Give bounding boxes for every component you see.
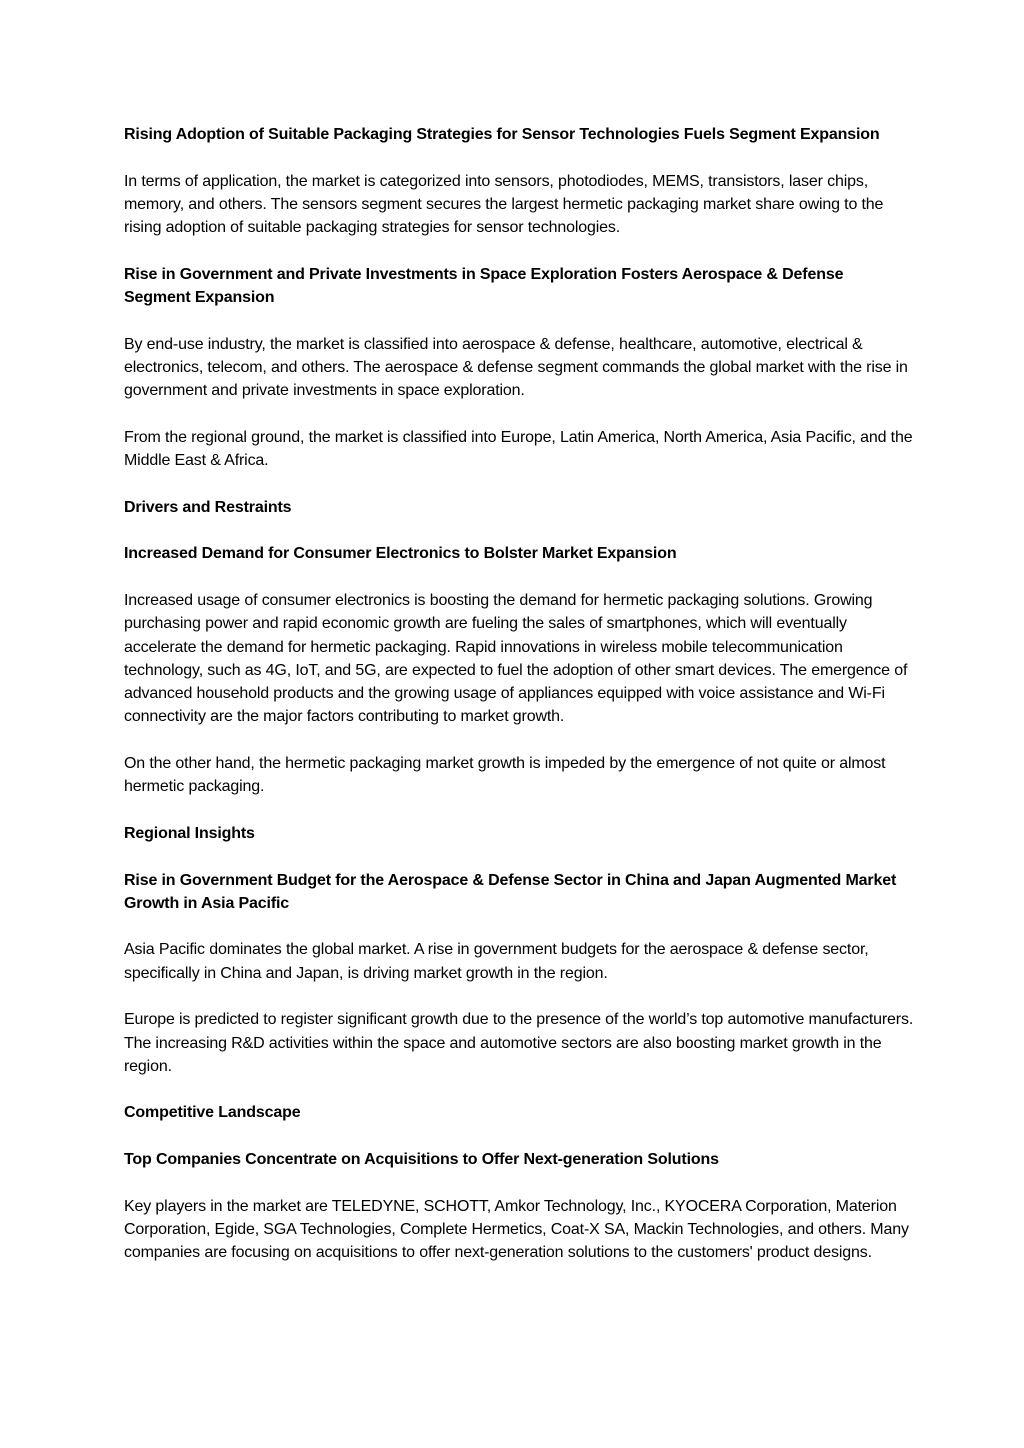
paragraph-regional-classification: From the regional ground, the market is classified into Europe, Latin America, North America, Asia Pacific, and the Middle East & Africa. <box>124 428 913 470</box>
section-heading-regional-insights: Regional Insights <box>124 824 255 842</box>
section-heading-acquisitions: Top Companies Concentrate on Acquisitions to Offer Next-generation Solutions <box>124 1151 719 1169</box>
section-heading-asia-pacific: Rise in Government Budget for the Aerospace & Defense Sector in China and Japan Augmented Market Growth in Asia Pacific <box>124 871 897 912</box>
section-heading-competitive-landscape: Competitive Landscape <box>124 1104 301 1122</box>
paragraph-end-use-industry: By end-use industry, the market is classified into aerospace & defense, healthcare, automotive, electrical & electronics, telecom, and others. The aerospace & defense segment commands the global market with the rise in government and private investments in space exploration. <box>124 335 908 400</box>
paragraph-europe: Europe is predicted to register significant growth due to the presence of the world’s top automotive manufacturers. The increasing R&D activities within the space and automotive sectors are also boosting market growth in the region. <box>124 1011 914 1075</box>
document-page <box>124 123 914 1288</box>
paragraph-restraints: On the other hand, the hermetic packaging market growth is impeded by the emergence of not quite or almost hermetic packaging. <box>124 755 886 796</box>
paragraph-consumer-electronics: Increased usage of consumer electronics is boosting the demand for hermetic packaging solutions. Growing purchasing power and rapid economic growth are fueling the sales of smartphones, which will eventually accelerate the demand for hermetic packaging. Rapid innovations in wireless mobile telecommunication technology, such as 4G, IoT, and 5G, are expected to fuel the adoption of other smart devices. The emergence of advanced household products and the growing usage of appliances equipped with voice assistance and Wi-Fi connectivity are the major factors contributing to market growth. <box>124 591 908 726</box>
section-heading-consumer-electronics: Increased Demand for Consumer Electronics to Bolster Market Expansion <box>124 545 677 563</box>
paragraph-application-segments: In terms of application, the market is categorized into sensors, photodiodes, MEMS, transistors, laser chips, memory, and others. The sensors segment secures the largest hermetic packaging market share owing to the rising adoption of suitable packaging strategies for sensor technologies. <box>124 172 884 237</box>
paragraph-asia-pacific: Asia Pacific dominates the global market. A rise in government budgets for the aerospace & defense sector, specifically in China and Japan, is driving market growth in the region. <box>124 941 869 982</box>
section-heading-drivers-restraints: Drivers and Restraints <box>124 498 292 516</box>
paragraph-key-players: Key players in the market are TELEDYNE, SCHOTT, Amkor Technology, Inc., KYOCERA Corporation, Materion Corporation, Egide, SGA Technologies, Complete Hermetics, Coat-X SA, Mackin Technologies, and others. Many companies are focusing on acquisitions to offer next-generation solutions to the customers' product designs. <box>124 1197 909 1262</box>
section-heading-aerospace-defense: Rise in Government and Private Investments in Space Exploration Fosters Aerospace & Defense Segment Expansion <box>124 265 844 307</box>
section-heading-sensor-packaging: Rising Adoption of Suitable Packaging Strategies for Sensor Technologies Fuels Segment Expansion <box>124 126 880 143</box>
